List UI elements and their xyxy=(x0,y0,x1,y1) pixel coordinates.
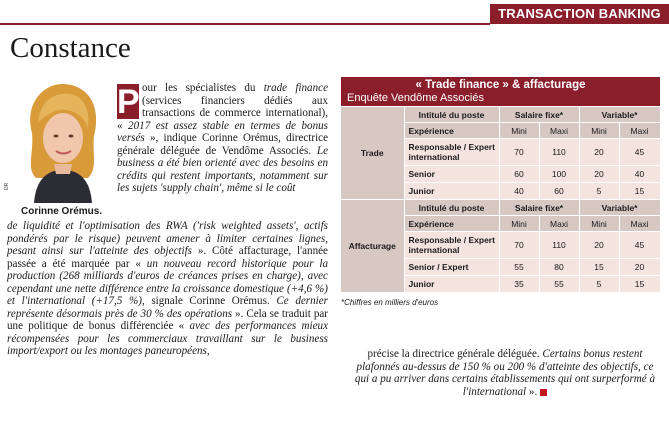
table-cell: 40 xyxy=(499,183,539,200)
text-run: un nouveau record historique pour la production (268 milliards d'euros de créances prises en charge), avec cependant une nette différence entre la croissance domestique (+4,6 %) et l'international (+17,5 %) xyxy=(7,257,329,308)
text-run: Ce dernier représente désormais près de 30 % des opérations xyxy=(7,295,328,320)
column-subheader: Mini xyxy=(499,123,539,139)
table-footnote: *Chiffres en milliers d'euros xyxy=(341,298,439,307)
row-label: Junior xyxy=(404,183,499,200)
column-header: Intitulé du poste xyxy=(404,107,499,123)
table-cell: 20 xyxy=(579,166,619,183)
column-subheader: Expérience xyxy=(404,123,499,139)
table-cell: 15 xyxy=(619,183,660,200)
salary-table xyxy=(341,106,661,293)
row-label: Responsable / Expert international xyxy=(404,232,499,259)
row-label: Junior xyxy=(404,276,499,293)
article-column-b xyxy=(7,220,328,358)
table-cell: 20 xyxy=(579,139,619,166)
table-cell: 35 xyxy=(499,276,539,293)
table-cell: 5 xyxy=(579,276,619,293)
article-column-a xyxy=(117,82,328,195)
text-run: précise la directrice générale déléguée. xyxy=(367,348,543,360)
table-cell: 110 xyxy=(539,139,579,166)
text-run: , signale Corinne Orémus. xyxy=(141,295,277,308)
column-subheader: Maxi xyxy=(539,216,579,232)
table-header xyxy=(341,77,660,106)
top-rule xyxy=(0,23,490,25)
table-cell: 70 xyxy=(499,139,539,166)
table-cell: 40 xyxy=(619,166,660,183)
text-run: ». xyxy=(526,385,538,398)
row-label: Senior xyxy=(404,166,499,183)
table-cell: 5 xyxy=(579,183,619,200)
column-subheader: Mini xyxy=(579,123,619,139)
text-run: ». Cela se traduit par une politique de bonus différenciée « xyxy=(7,307,328,333)
text-run: our les spécialistes du xyxy=(142,82,264,94)
portrait-illustration xyxy=(14,78,109,203)
group-label: Affacturage xyxy=(341,200,404,293)
photo-credit: DR xyxy=(4,182,10,190)
text-run: Le business a été bien orienté avec des besoins en crédits qui restent importants, notamment sur les sujets 'supply chain', même si le coût xyxy=(117,144,328,195)
text-run: avec des performances mieux récompensées pour les commerciaux travaillant sur le business import/export ou les montages paneuropéens, xyxy=(7,320,328,358)
column-header: Intitulé du poste xyxy=(404,200,499,216)
table-title: « Trade finance » & affacturage xyxy=(415,79,586,91)
column-header: Salaire fixe* xyxy=(499,107,579,123)
text-run: 2017 est assez stable en termes de bonus versés xyxy=(117,119,328,145)
table-cell: 100 xyxy=(539,166,579,183)
table-cell: 20 xyxy=(579,232,619,259)
column-header: Variable* xyxy=(579,107,660,123)
column-subheader: Maxi xyxy=(619,216,660,232)
row-label: Responsable / Expert international xyxy=(404,139,499,166)
drop-cap: P xyxy=(117,83,140,121)
portrait-photo xyxy=(14,78,109,203)
group-label: Trade xyxy=(341,107,404,200)
column-header: Salaire fixe* xyxy=(499,200,579,216)
table-cell: 80 xyxy=(539,259,579,276)
table-cell: 110 xyxy=(539,232,579,259)
table-cell: 60 xyxy=(499,166,539,183)
table-cell: 55 xyxy=(499,259,539,276)
column-subheader: Maxi xyxy=(539,123,579,139)
column-subheader: Mini xyxy=(499,216,539,232)
photo-caption: Corinne Orémus. xyxy=(21,206,103,217)
salary-table-box xyxy=(341,77,660,307)
row-label: Senior / Expert xyxy=(404,259,499,276)
section-banner: TRANSACTION BANKING xyxy=(490,4,669,24)
column-subheader: Mini xyxy=(579,216,619,232)
text-run: Certains bonus restent plafonnés au-dessus de 150 % ou 200 % d'atteinte des objectifs, ce qui a pu arriver dans certains établissements qui ont surperformé à l'international xyxy=(354,348,656,398)
table-row xyxy=(341,200,660,216)
column-subheader: Maxi xyxy=(619,123,660,139)
text-run: », indique Corinne Orémus, directrice générale déléguée de Vendôme Associés. xyxy=(117,132,328,157)
text-run: trade finance xyxy=(263,82,328,94)
table-cell: 45 xyxy=(619,139,660,166)
table-cell: 70 xyxy=(499,232,539,259)
text-run: ». Côté affacturage, l'année passée a été marquée par « xyxy=(7,245,328,270)
table-cell: 55 xyxy=(539,276,579,293)
end-mark-icon xyxy=(540,389,547,396)
table-subtitle: Enquête Vendôme Associés xyxy=(347,92,484,104)
article-title: Constance xyxy=(10,32,131,64)
table-cell: 15 xyxy=(619,276,660,293)
column-header: Variable* xyxy=(579,200,660,216)
column-subheader: Expérience xyxy=(404,216,499,232)
text-run: (services financiers dédiés aux transactions de commerce international), « xyxy=(117,94,328,132)
table-row xyxy=(341,107,660,123)
table-cell: 15 xyxy=(579,259,619,276)
table-cell: 45 xyxy=(619,232,660,259)
text-run: de liquidité et l'optimisation des RWA ('risk weighted assets', actifs pondérés par le risque) peuvent amener à limiter certaines lignes, pesant ainsi sur l'atteinte des objectifs xyxy=(7,220,328,258)
article-column-c xyxy=(349,348,661,398)
table-cell: 20 xyxy=(619,259,660,276)
table-cell: 60 xyxy=(539,183,579,200)
